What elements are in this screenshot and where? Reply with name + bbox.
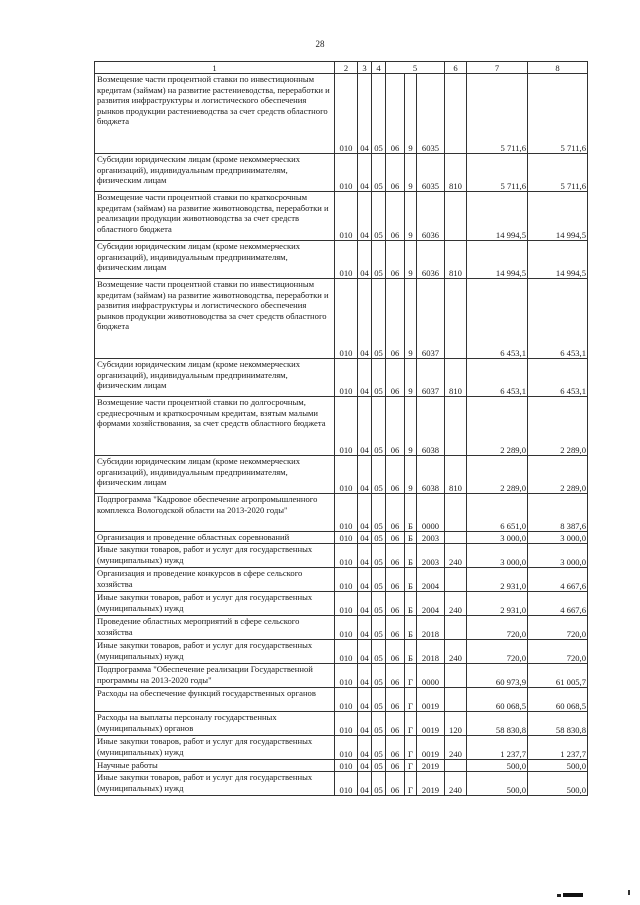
code-subsection: 05 [372, 664, 386, 688]
table-row [95, 279, 588, 359]
code-program: 06 [386, 279, 405, 359]
code-section: 04 [358, 456, 372, 494]
amount-2: 58 830,8 [528, 712, 588, 736]
code-subsection: 05 [372, 397, 386, 456]
header-row [95, 62, 588, 74]
code-section: 04 [358, 494, 372, 532]
code-adm: 010 [335, 592, 358, 616]
code-section: 04 [358, 192, 372, 241]
amount-2: 14 994,5 [528, 192, 588, 241]
code-direction: 2018 [417, 640, 445, 664]
amount-2: 4 667,6 [528, 592, 588, 616]
row-name: Субсидии юридическим лицам (кроме некоммерческих организаций), индивидуальным предпринимателям, физическим лицам [95, 154, 335, 192]
code-expense-type: 810 [445, 241, 467, 279]
amount-2: 2 289,0 [528, 397, 588, 456]
amount-1: 3 000,0 [467, 544, 528, 568]
code-subprogram: Б [405, 616, 417, 640]
header-cell: 1 [95, 62, 335, 74]
code-subprogram: 9 [405, 74, 417, 154]
code-subsection: 05 [372, 736, 386, 760]
code-direction: 2004 [417, 568, 445, 592]
code-subsection: 05 [372, 154, 386, 192]
code-program: 06 [386, 397, 405, 456]
code-direction: 2019 [417, 772, 445, 796]
scan-mark [563, 893, 583, 897]
amount-1: 5 711,6 [467, 154, 528, 192]
code-adm: 010 [335, 568, 358, 592]
code-section: 04 [358, 359, 372, 397]
code-program: 06 [386, 532, 405, 544]
amount-1: 60 068,5 [467, 688, 528, 712]
amount-2: 5 711,6 [528, 74, 588, 154]
code-subsection: 05 [372, 544, 386, 568]
code-subprogram: 9 [405, 192, 417, 241]
code-expense-type: 240 [445, 592, 467, 616]
amount-1: 720,0 [467, 616, 528, 640]
amount-2: 4 667,6 [528, 568, 588, 592]
amount-2: 500,0 [528, 760, 588, 772]
table-body [95, 74, 588, 796]
code-subsection: 05 [372, 192, 386, 241]
header-cell: 4 [372, 62, 386, 74]
amount-1: 2 931,0 [467, 592, 528, 616]
code-program: 06 [386, 74, 405, 154]
code-subprogram: 9 [405, 397, 417, 456]
code-subsection: 05 [372, 772, 386, 796]
code-section: 04 [358, 760, 372, 772]
code-program: 06 [386, 736, 405, 760]
amount-2: 61 005,7 [528, 664, 588, 688]
table-row [95, 616, 588, 640]
code-program: 06 [386, 712, 405, 736]
code-program: 06 [386, 494, 405, 532]
amount-2: 60 068,5 [528, 688, 588, 712]
code-expense-type [445, 616, 467, 640]
code-section: 04 [358, 544, 372, 568]
table-row [95, 688, 588, 712]
table-row [95, 568, 588, 592]
code-subprogram: Г [405, 772, 417, 796]
code-expense-type: 810 [445, 154, 467, 192]
code-adm: 010 [335, 154, 358, 192]
row-name: Организация и проведение конкурсов в сфере сельского хозяйства [95, 568, 335, 592]
code-subprogram: Б [405, 640, 417, 664]
amount-2: 3 000,0 [528, 532, 588, 544]
code-expense-type [445, 568, 467, 592]
code-subprogram: Б [405, 592, 417, 616]
code-adm: 010 [335, 688, 358, 712]
code-section: 04 [358, 616, 372, 640]
code-expense-type [445, 664, 467, 688]
code-subsection: 05 [372, 688, 386, 712]
code-section: 04 [358, 241, 372, 279]
code-subsection: 05 [372, 616, 386, 640]
code-section: 04 [358, 592, 372, 616]
row-name: Иные закупки товаров, работ и услуг для государственных (муниципальных) нужд [95, 736, 335, 760]
code-direction: 0019 [417, 688, 445, 712]
scan-mark [557, 894, 561, 897]
code-subprogram: Г [405, 712, 417, 736]
code-direction: 6037 [417, 279, 445, 359]
code-subprogram: 9 [405, 279, 417, 359]
row-name: Иные закупки товаров, работ и услуг для государственных (муниципальных) нужд [95, 544, 335, 568]
budget-table [94, 61, 588, 796]
row-name: Возмещение части процентной ставки по долгосрочным, среднесрочным и краткосрочным кредитам, взятым малыми формами хозяйствования, за счет средств областного бюджета [95, 397, 335, 456]
code-program: 06 [386, 241, 405, 279]
code-subprogram: 9 [405, 456, 417, 494]
row-name: Научные работы [95, 760, 335, 772]
amount-1: 6 651,0 [467, 494, 528, 532]
code-expense-type: 240 [445, 772, 467, 796]
header-cell: 6 [445, 62, 467, 74]
code-subprogram: Б [405, 568, 417, 592]
code-program: 06 [386, 640, 405, 664]
amount-2: 1 237,7 [528, 736, 588, 760]
code-adm: 010 [335, 616, 358, 640]
code-adm: 010 [335, 664, 358, 688]
code-subsection: 05 [372, 640, 386, 664]
code-subprogram: 9 [405, 241, 417, 279]
code-program: 06 [386, 359, 405, 397]
row-name: Подпрограмма "Обеспечение реализации Государственной программы на 2013-2020 годы" [95, 664, 335, 688]
amount-1: 14 994,5 [467, 241, 528, 279]
amount-1: 6 453,1 [467, 359, 528, 397]
code-section: 04 [358, 688, 372, 712]
amount-1: 58 830,8 [467, 712, 528, 736]
table-row [95, 456, 588, 494]
code-expense-type [445, 74, 467, 154]
code-program: 06 [386, 456, 405, 494]
code-adm: 010 [335, 772, 358, 796]
code-subprogram: Г [405, 736, 417, 760]
code-subsection: 05 [372, 359, 386, 397]
code-section: 04 [358, 712, 372, 736]
code-adm: 010 [335, 397, 358, 456]
row-name: Расходы на выплаты персоналу государственных (муниципальных) органов [95, 712, 335, 736]
code-program: 06 [386, 544, 405, 568]
amount-1: 500,0 [467, 760, 528, 772]
code-adm: 010 [335, 712, 358, 736]
code-adm: 010 [335, 736, 358, 760]
code-direction: 0000 [417, 494, 445, 532]
table-row [95, 592, 588, 616]
code-adm: 010 [335, 544, 358, 568]
code-adm: 010 [335, 640, 358, 664]
scan-mark [628, 890, 630, 895]
code-program: 06 [386, 760, 405, 772]
table-row [95, 494, 588, 532]
code-expense-type [445, 688, 467, 712]
amount-2: 5 711,6 [528, 154, 588, 192]
page-number: 28 [315, 39, 325, 49]
code-section: 04 [358, 640, 372, 664]
table-row [95, 154, 588, 192]
code-direction: 6035 [417, 74, 445, 154]
code-subprogram: Г [405, 760, 417, 772]
table-row [95, 74, 588, 154]
code-section: 04 [358, 532, 372, 544]
code-direction: 6036 [417, 192, 445, 241]
header-cell: 5 [386, 62, 445, 74]
code-direction: 2003 [417, 544, 445, 568]
amount-2: 14 994,5 [528, 241, 588, 279]
amount-1: 720,0 [467, 640, 528, 664]
row-name: Возмещение части процентной ставки по инвестиционным кредитам (займам) на развитие растениеводства, переработки и развития инфраструктуры и логистического обеспечения рынков продукции растениеводства за счет средств областного бюджета [95, 74, 335, 154]
code-expense-type [445, 494, 467, 532]
row-name: Возмещение части процентной ставки по инвестиционным кредитам (займам) на развитие животноводства, переработки и развития инфраструктуры и логистического обеспечения рынков продукции животноводства за счет средств областного бюджета [95, 279, 335, 359]
code-subsection: 05 [372, 279, 386, 359]
code-subsection: 05 [372, 241, 386, 279]
code-direction: 6036 [417, 241, 445, 279]
code-subprogram: Б [405, 532, 417, 544]
row-name: Подпрограмма "Кадровое обеспечение агропромышленного комплекса Вологодской области на 2013-2020 годы" [95, 494, 335, 532]
code-direction: 6038 [417, 456, 445, 494]
amount-1: 3 000,0 [467, 532, 528, 544]
table-row [95, 544, 588, 568]
table-row [95, 192, 588, 241]
table-row [95, 359, 588, 397]
code-section: 04 [358, 664, 372, 688]
code-subsection: 05 [372, 568, 386, 592]
code-section: 04 [358, 772, 372, 796]
code-expense-type [445, 397, 467, 456]
row-name: Субсидии юридическим лицам (кроме некоммерческих организаций), индивидуальным предпринимателям, физическим лицам [95, 359, 335, 397]
code-direction: 6038 [417, 397, 445, 456]
code-program: 06 [386, 772, 405, 796]
code-direction: 0000 [417, 664, 445, 688]
code-expense-type: 240 [445, 640, 467, 664]
table-row [95, 664, 588, 688]
code-program: 06 [386, 616, 405, 640]
code-adm: 010 [335, 192, 358, 241]
code-expense-type: 810 [445, 456, 467, 494]
code-direction: 2003 [417, 532, 445, 544]
row-name: Субсидии юридическим лицам (кроме некоммерческих организаций), индивидуальным предпринимателям, физическим лицам [95, 456, 335, 494]
code-subsection: 05 [372, 456, 386, 494]
code-subprogram: Г [405, 664, 417, 688]
code-expense-type [445, 532, 467, 544]
code-direction: 2018 [417, 616, 445, 640]
header-cell: 8 [528, 62, 588, 74]
code-expense-type [445, 760, 467, 772]
header-cell: 3 [358, 62, 372, 74]
amount-2: 8 387,6 [528, 494, 588, 532]
row-name: Иные закупки товаров, работ и услуг для государственных (муниципальных) нужд [95, 640, 335, 664]
code-expense-type: 240 [445, 544, 467, 568]
amount-2: 6 453,1 [528, 279, 588, 359]
code-adm: 010 [335, 760, 358, 772]
table-row [95, 241, 588, 279]
amount-1: 1 237,7 [467, 736, 528, 760]
code-subsection: 05 [372, 532, 386, 544]
amount-1: 60 973,9 [467, 664, 528, 688]
amount-1: 6 453,1 [467, 279, 528, 359]
header-cell: 7 [467, 62, 528, 74]
table-row [95, 397, 588, 456]
amount-1: 2 289,0 [467, 456, 528, 494]
code-program: 06 [386, 664, 405, 688]
code-section: 04 [358, 74, 372, 154]
code-adm: 010 [335, 74, 358, 154]
code-program: 06 [386, 592, 405, 616]
code-direction: 6035 [417, 154, 445, 192]
row-name: Субсидии юридическим лицам (кроме некоммерческих организаций), индивидуальным предпринимателям, физическим лицам [95, 241, 335, 279]
code-expense-type [445, 192, 467, 241]
code-direction: 6037 [417, 359, 445, 397]
code-program: 06 [386, 154, 405, 192]
code-direction: 0019 [417, 712, 445, 736]
code-expense-type [445, 279, 467, 359]
amount-2: 2 289,0 [528, 456, 588, 494]
table-row [95, 712, 588, 736]
code-subsection: 05 [372, 712, 386, 736]
code-subsection: 05 [372, 592, 386, 616]
code-subprogram: Г [405, 688, 417, 712]
row-name: Проведение областных мероприятий в сфере сельского хозяйства [95, 616, 335, 640]
row-name: Иные закупки товаров, работ и услуг для государственных (муниципальных) нужд [95, 592, 335, 616]
code-expense-type: 240 [445, 736, 467, 760]
code-section: 04 [358, 568, 372, 592]
amount-1: 500,0 [467, 772, 528, 796]
code-expense-type: 810 [445, 359, 467, 397]
code-direction: 0019 [417, 736, 445, 760]
row-name: Расходы на обеспечение функций государственных органов [95, 688, 335, 712]
amount-1: 2 289,0 [467, 397, 528, 456]
amount-2: 720,0 [528, 640, 588, 664]
code-section: 04 [358, 154, 372, 192]
table-row [95, 760, 588, 772]
code-expense-type: 120 [445, 712, 467, 736]
amount-2: 720,0 [528, 616, 588, 640]
amount-2: 6 453,1 [528, 359, 588, 397]
code-adm: 010 [335, 456, 358, 494]
code-direction: 2004 [417, 592, 445, 616]
amount-1: 2 931,0 [467, 568, 528, 592]
amount-1: 5 711,6 [467, 74, 528, 154]
code-adm: 010 [335, 279, 358, 359]
code-subprogram: Б [405, 494, 417, 532]
code-program: 06 [386, 568, 405, 592]
amount-2: 500,0 [528, 772, 588, 796]
row-name: Иные закупки товаров, работ и услуг для государственных (муниципальных) нужд [95, 772, 335, 796]
table-row [95, 736, 588, 760]
code-subprogram: 9 [405, 154, 417, 192]
code-adm: 010 [335, 241, 358, 279]
amount-1: 14 994,5 [467, 192, 528, 241]
amount-2: 3 000,0 [528, 544, 588, 568]
code-subprogram: 9 [405, 359, 417, 397]
code-section: 04 [358, 397, 372, 456]
code-adm: 010 [335, 532, 358, 544]
code-adm: 010 [335, 494, 358, 532]
table-row [95, 532, 588, 544]
code-direction: 2019 [417, 760, 445, 772]
header-cell: 2 [335, 62, 358, 74]
code-program: 06 [386, 192, 405, 241]
code-subprogram: Б [405, 544, 417, 568]
code-subsection: 05 [372, 494, 386, 532]
code-subsection: 05 [372, 760, 386, 772]
row-name: Возмещение части процентной ставки по краткосрочным кредитам (займам) на развитие животноводства, переработки и реализации продукции животноводства за счет средств областного бюджета [95, 192, 335, 241]
code-subsection: 05 [372, 74, 386, 154]
table-row [95, 640, 588, 664]
code-section: 04 [358, 736, 372, 760]
code-section: 04 [358, 279, 372, 359]
table-row [95, 772, 588, 796]
row-name: Организация и проведение областных соревнований [95, 532, 335, 544]
code-adm: 010 [335, 359, 358, 397]
code-program: 06 [386, 688, 405, 712]
